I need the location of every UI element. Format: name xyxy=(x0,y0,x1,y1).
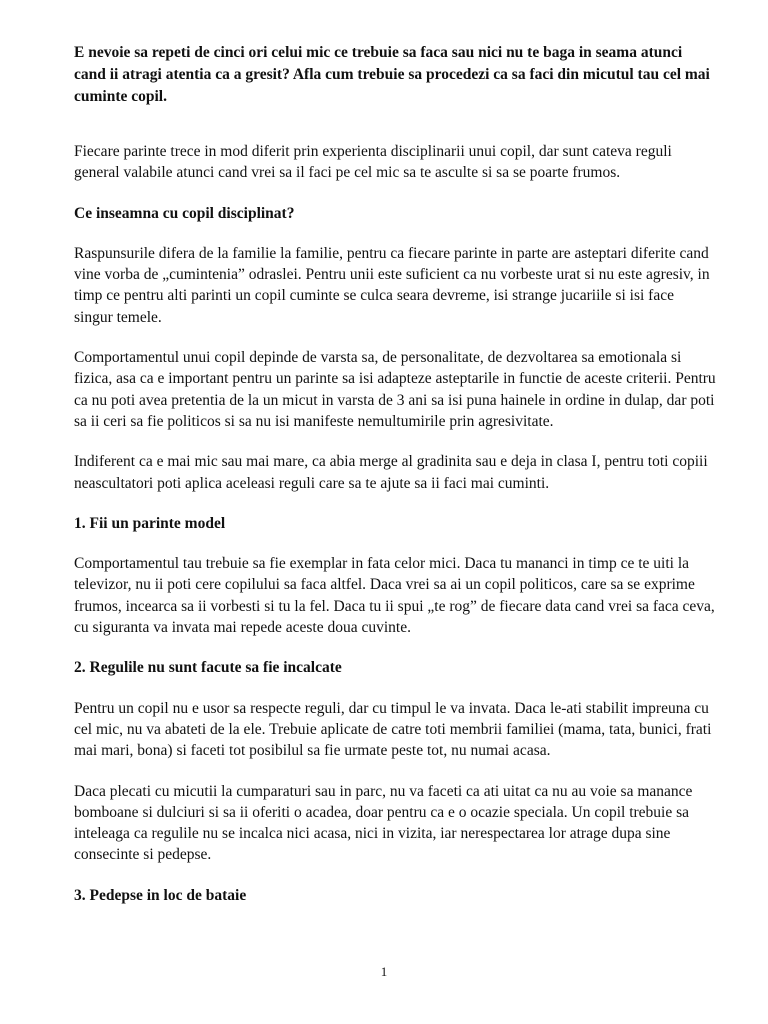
body-paragraph: Indiferent ca e mai mic sau mai mare, ca abia merge al gradinita sau e deja in clasa I, pentru toti copiii neascultatori poti aplica aceleasi reguli care sa te ajute sa ii faci mai cuminti. xyxy=(74,453,708,492)
body-paragraph: Pentru un copil nu e usor sa respecte reguli, dar cu timpul le va invata. Daca le-ati stabilit impreuna cu cel mic, nu va abateti de la ele. Trebuie aplicate de catre toti membrii familiei (mama, tata, bunici, frati mai mari, bona) si faceti tot posibilul sa fie urmate peste tot, nu numai acasa. xyxy=(74,699,712,760)
body-paragraph: Raspunsurile difera de la familie la familie, pentru ca fiecare parinte in parte are asteptari diferite cand vine vorba de „cumintenia” odraslei. Pentru unii este suficient ca nu vorbeste urat si nu este agresiv, in timp ce pentru alti parinti un copil cuminte se culca seara devreme, isi strange jucariile si isi face singur temele. xyxy=(74,244,710,326)
intro-paragraph: E nevoie sa repeti de cinci ori celui mic ce trebuie sa faca sau nici nu te baga in seama atunci cand ii atragi atentia ca a gresit? Afla cum trebuie sa procedezi ca sa faci din micutul tau cel mai cuminte copil. xyxy=(74,44,710,105)
body-paragraph: Fiecare parinte trece in mod diferit prin experienta disciplinarii unui copil, dar sunt cateva reguli general valabile atunci cand vrei sa il faci pe cel mic sa te asculte si sa se poarte frumos. xyxy=(74,143,672,182)
body-paragraph: Daca plecati cu micutii la cumparaturi sau in parc, nu va faceti ca ati uitat ca nu au voie sa manance bomboane si dulciuri si sa ii oferiti o acadea, doar pentru ca e o ocazie speciala. Un copil trebuie sa inteleaga ca regulile nu se incalca nici acasa, nici in vizita, iar nerespectarea lor atrage dupa sine consecinte si pedepse. xyxy=(74,782,693,864)
section-heading: 2. Regulile nu sunt facute sa fie incalcate xyxy=(74,659,342,677)
section-heading: 1. Fii un parinte model xyxy=(74,514,226,532)
body-paragraph: Comportamentul unui copil depinde de varsta sa, de personalitate, de dezvoltarea sa emotionala si fizica, asa ca e important pentru un parinte sa isi adapteze asteptarile in functie de aceste criterii. Pentru ca nu poti avea pretentia de la un micut in varsta de 3 ani sa isi puna hainele in ordine in dulap, dar poti sa ii ceri sa fie politicos si sa nu isi manifeste nemultumirile prin agresivitate. xyxy=(74,349,716,430)
section-heading: 3. Pedepse in loc de bataie xyxy=(74,886,247,904)
section-heading: Ce inseamna cu copil disciplinat? xyxy=(74,204,295,222)
body-paragraph: Comportamentul tau trebuie sa fie exemplar in fata celor mici. Daca tu mananci in timp ce te uiti la televizor, nu ii poti cere copilului sa faca altfel. Daca vrei sa ai un copil politicos, care sa se exprime frumos, incearca sa ii vorbesti si tu la fel. Daca tu ii spui „te rog” de fiecare data cand vrei sa faca ceva, cu siguranta va invata mai repede aceste doua cuvinte. xyxy=(74,555,715,637)
page-number: 1 xyxy=(380,964,388,979)
article-body xyxy=(74,141,716,906)
